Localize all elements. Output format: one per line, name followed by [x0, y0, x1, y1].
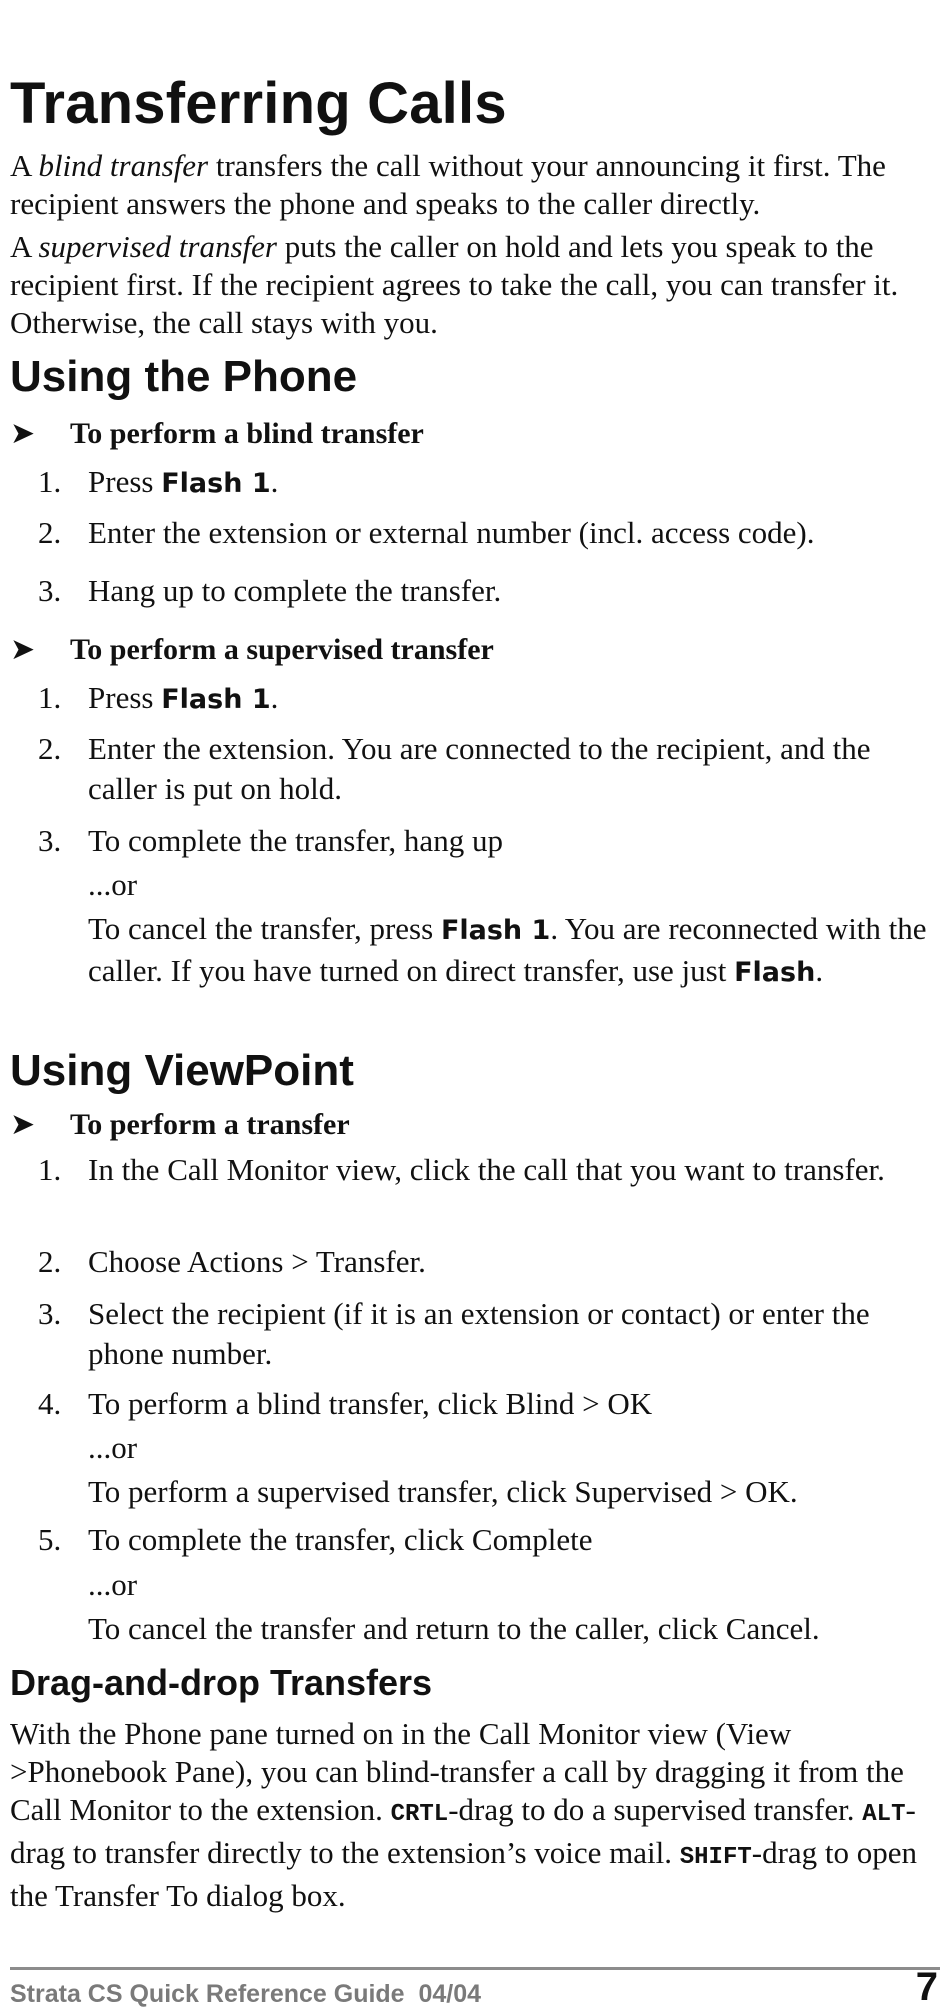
heading-using-viewpoint: Using ViewPoint	[10, 1046, 354, 1095]
alternate-instruction: To perform a supervised transfer, click Supervised > OK.	[88, 1474, 798, 1509]
or-separator: ...or	[88, 867, 138, 902]
footer-rule	[10, 1967, 940, 1970]
or-separator: ...or	[88, 1567, 138, 1602]
procedure-viewpoint-transfer	[10, 1107, 350, 1143]
or-separator: ...or	[88, 1430, 138, 1465]
keyboard-key: ALT	[862, 1801, 906, 1828]
page-number: 7	[915, 1965, 938, 2009]
arrowhead-bullet-icon: ➤	[10, 632, 36, 667]
procedure-title: To perform a blind transfer	[70, 417, 424, 450]
procedure-title: To perform a supervised transfer	[70, 633, 494, 666]
heading-using-the-phone: Using the Phone	[10, 352, 358, 401]
alternate-instruction: To cancel the transfer and return to the caller, click Cancel.	[88, 1611, 820, 1646]
key-label: Flash 1	[161, 684, 271, 715]
arrowhead-bullet-icon: ➤	[10, 1107, 36, 1142]
arrowhead-bullet-icon: ➤	[10, 416, 36, 451]
intro-blind-paragraph: A blind transfer transfers the call without your announcing it first. The recipient answers the phone and speaks to the caller directly.	[10, 148, 886, 221]
cancel-instruction: To cancel the transfer, press Flash 1. You are reconnected with the caller. If you have turned on direct transfer, use just Flash.	[88, 911, 927, 988]
heading-drag-and-drop: Drag-and-drop Transfers	[10, 1662, 433, 1703]
procedure-supervised-transfer	[10, 632, 494, 668]
procedure-title: To perform a transfer	[70, 1108, 350, 1141]
key-label: Flash 1	[440, 915, 551, 946]
page-title: Transferring Calls	[10, 71, 507, 136]
keyboard-key: SHIFT	[679, 1844, 752, 1871]
procedure-blind-transfer	[10, 416, 424, 452]
intro-supervised-paragraph: A supervised transfer puts the caller on hold and lets you speak to the recipient first. If the recipient agrees to take the call, you can transfer it. Otherwise, the call stays with you.	[10, 229, 899, 340]
key-label: Flash 1	[161, 468, 271, 499]
drag-and-drop-paragraph: With the Phone pane turned on in the Call Monitor view (View >Phonebook Pane), you can blind-transfer a call by dragging it from the Call Monitor to the extension. CRTL-drag to do a supervised transfer. ALT-drag to transfer directly to the extension’s voice mail. SHIFT-drag to open the Transfer To dialog box.	[10, 1716, 918, 1913]
keyboard-key: CRTL	[390, 1801, 449, 1828]
key-label: Flash	[734, 957, 816, 988]
footer-guide-title: Strata CS Quick Reference Guide 04/04	[10, 1980, 482, 2008]
